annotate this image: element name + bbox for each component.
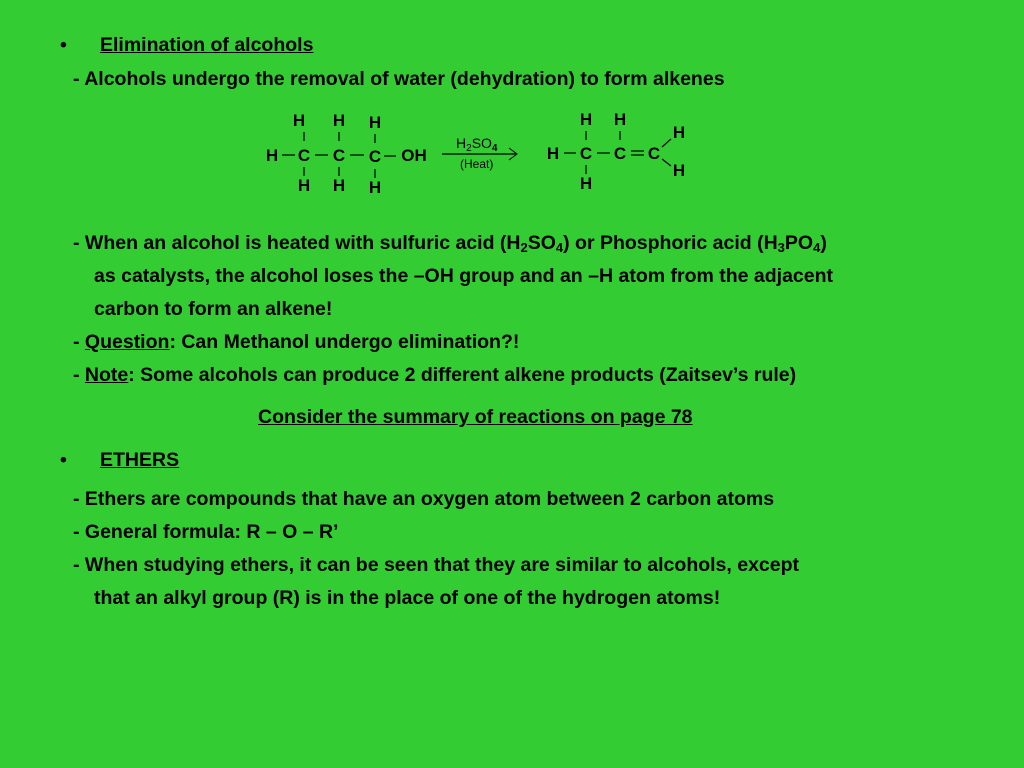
text-line: - General formula: R – O – R’ bbox=[73, 521, 339, 543]
atom-label: C bbox=[579, 144, 593, 163]
text-span: ) or Phosphoric acid (H bbox=[563, 232, 778, 254]
text-span: SO bbox=[527, 232, 556, 254]
note-line bbox=[73, 364, 796, 387]
atom-label: H bbox=[546, 144, 560, 163]
bullet: • bbox=[60, 449, 67, 471]
text-line-catalysts bbox=[73, 232, 827, 255]
atom-label: C bbox=[368, 147, 382, 166]
atom-label: H bbox=[672, 161, 686, 180]
condition-label: (Heat) bbox=[460, 157, 494, 171]
text-span: - When an alcohol is heated with sulfuric acid (H bbox=[73, 232, 521, 254]
atom-label: H bbox=[672, 123, 686, 142]
text-line: carbon to form an alkene! bbox=[94, 298, 333, 320]
heading-elimination: Elimination of alcohols bbox=[100, 34, 314, 56]
subscript: 4 bbox=[555, 240, 564, 255]
atom-label: H bbox=[292, 111, 306, 130]
atom-label: OH bbox=[401, 146, 427, 165]
text-line: that an alkyl group (R) is in the place of one of the hydrogen atoms! bbox=[94, 587, 721, 609]
atom-label: C bbox=[647, 144, 661, 163]
atom-label: H bbox=[368, 113, 382, 132]
summary-reference: Consider the summary of reactions on page 78 bbox=[258, 406, 693, 428]
subscript: 3 bbox=[777, 240, 785, 255]
text-span: - bbox=[73, 364, 85, 386]
atom-label: C bbox=[332, 146, 346, 165]
atom-label: H bbox=[613, 110, 627, 129]
atom-label: H bbox=[265, 146, 279, 165]
note-label: Note bbox=[84, 364, 129, 386]
text-line: - When studying ethers, it can be seen that they are similar to alcohols, except bbox=[73, 554, 800, 576]
atom-label: C bbox=[297, 146, 311, 165]
heading-ethers: ETHERS bbox=[100, 449, 180, 471]
bullet: • bbox=[60, 34, 67, 56]
atom-label: H bbox=[332, 176, 346, 195]
catalyst-label: $H_2SO_4$ bbox=[456, 135, 498, 154]
text-span: ) bbox=[820, 232, 827, 254]
text-span: - bbox=[73, 331, 85, 353]
subscript: 4 bbox=[813, 240, 821, 255]
question-label: Question bbox=[84, 331, 170, 353]
text-line: - Ethers are compounds that have an oxygen atom between 2 carbon atoms bbox=[73, 488, 775, 510]
text-span: : Can Methanol undergo elimination?! bbox=[169, 331, 520, 353]
atom-label: H bbox=[368, 178, 382, 197]
subscript: 2 bbox=[520, 240, 528, 255]
atom-label: H bbox=[297, 176, 311, 195]
atom-label: H bbox=[332, 111, 346, 130]
text-line: as catalysts, the alcohol loses the –OH group and an –H atom from the adjacent bbox=[94, 265, 834, 287]
reaction-diagram bbox=[258, 108, 718, 198]
atom-label: C bbox=[613, 144, 627, 163]
question-line bbox=[73, 331, 519, 354]
text-span: PO bbox=[784, 232, 814, 254]
text-line: - Alcohols undergo the removal of water (dehydration) to form alkenes bbox=[73, 68, 725, 90]
text-span: : Some alcohols can produce 2 different alkene products (Zaitsev’s rule) bbox=[128, 364, 797, 386]
atom-label: H bbox=[579, 110, 593, 129]
atom-label: H bbox=[579, 174, 593, 193]
